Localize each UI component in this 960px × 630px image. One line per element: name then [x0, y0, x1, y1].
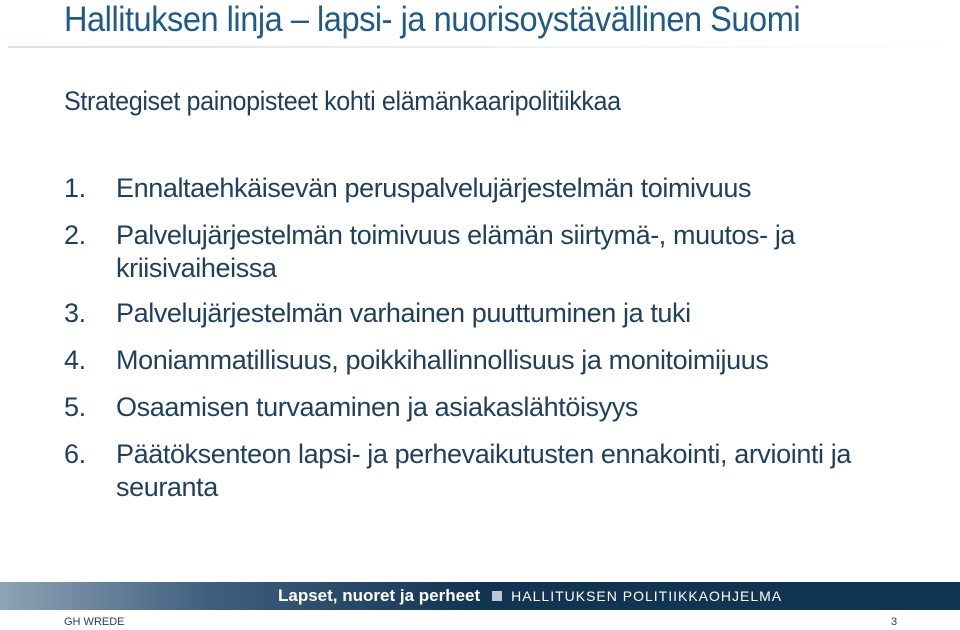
square-separator-icon — [492, 591, 502, 601]
list-item-text: Palvelujärjestelmän varhainen puuttuminen ja tuki — [116, 298, 691, 328]
list-item — [64, 219, 944, 285]
list-item — [64, 297, 944, 330]
list-item-text: Palvelujärjestelmän toimivuus elämän siirtymä-, muutos- ja kriisivaiheissa — [116, 220, 796, 283]
list-item-number: 1. — [64, 173, 86, 203]
list-item-text: Ennaltaehkäisevän peruspalvelujärjestelmän toimivuus — [116, 173, 752, 203]
list-item — [64, 172, 944, 205]
footer-brand: Lapset, nuoret ja perheet — [278, 586, 481, 605]
footer-program: HALLITUKSEN POLITIIKKAOHJELMA — [511, 588, 783, 604]
list-item-text: Päätöksenteon lapsi- ja perhevaikutusten ennakointi, arviointi ja seuranta — [116, 439, 851, 502]
list-item — [64, 391, 944, 424]
title-divider — [8, 46, 960, 48]
author-label: GH WREDE — [64, 616, 125, 628]
list-item-text: Moniammatillisuus, poikkihallinnollisuus ja monitoimijuus — [116, 345, 769, 375]
list-item-number: 6. — [64, 439, 86, 469]
list-item — [64, 438, 944, 504]
footer-title — [278, 585, 782, 607]
list-item — [64, 344, 944, 377]
slide-title: Hallituksen linja – lapsi- ja nuorisoystävällinen Suomi — [64, 0, 801, 39]
page-number: 3 — [891, 616, 898, 628]
list-item-number: 3. — [64, 298, 86, 328]
list-item-number: 2. — [64, 220, 86, 250]
list-item-number: 4. — [64, 345, 86, 375]
list-item-number: 5. — [64, 392, 86, 422]
priority-list — [64, 172, 944, 518]
slide-subtitle: Strategiset painopisteet kohti elämänkaaripolitiikkaa — [64, 86, 621, 116]
list-item-text: Osaamisen turvaaminen ja asiakaslähtöisyys — [116, 392, 638, 422]
